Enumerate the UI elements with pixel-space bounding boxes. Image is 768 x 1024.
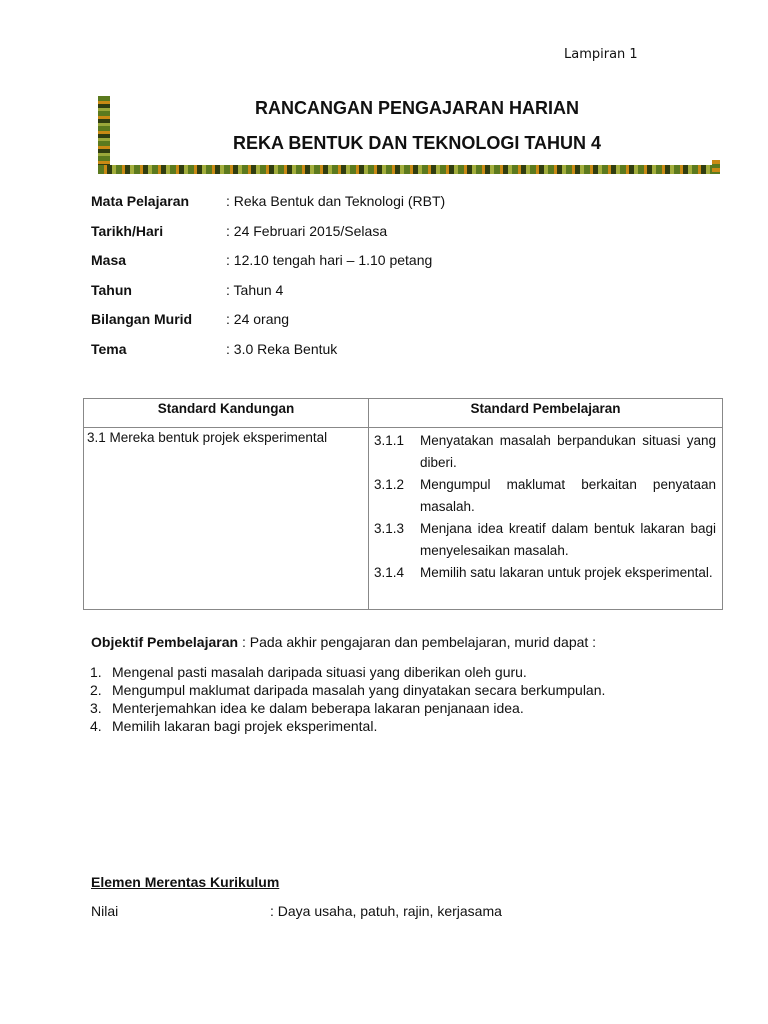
info-label-date: Tarikh/Hari [91, 223, 164, 239]
info-value-students: : 24 orang [226, 311, 290, 327]
list-item-number: 1. [90, 664, 102, 680]
list-item-text: Mengumpul maklumat daripada masalah yang dinyatakan secara berkumpulan. [112, 682, 606, 698]
learning-standard-item [374, 562, 716, 584]
info-label-subject: Mata Pelajaran [91, 193, 190, 209]
learning-standard-number: 3.1.1 [374, 433, 405, 448]
values-label: Nilai [91, 903, 119, 919]
list-item-number: 3. [90, 700, 102, 716]
learning-standard-text: Memilih satu lakaran untuk projek eksperimental. [420, 565, 713, 580]
learning-objective-text: : Pada akhir pengajaran dan pembelajaran, murid dapat : [238, 634, 597, 650]
learning-standard-number: 3.1.4 [374, 565, 405, 580]
info-value-subject: : Reka Bentuk dan Teknologi (RBT) [226, 193, 446, 209]
attachment-label: Lampiran 1 [564, 47, 638, 62]
info-label-year: Tahun [91, 282, 132, 298]
info-value-year: : Tahun 4 [226, 282, 284, 298]
list-item-text: Memilih lakaran bagi projek eksperimental. [112, 718, 378, 734]
objective-list [90, 663, 605, 735]
decorative-border-corner [712, 160, 720, 174]
table-header-learning-standard: Standard Pembelajaran [369, 399, 723, 428]
list-item-text: Mengenal pasti masalah daripada situasi yang diberikan oleh guru. [112, 664, 527, 680]
info-label-time: Masa [91, 252, 127, 268]
list-item-number: 2. [90, 682, 102, 698]
values-text: : Daya usaha, patuh, rajin, kerjasama [270, 903, 502, 919]
info-value-theme: : 3.0 Reka Bentuk [226, 341, 338, 357]
learning-standard-text: Mengumpul maklumat berkaitan penyataan masalah. [420, 477, 716, 514]
learning-objective-label: Objektif Pembelajaran [91, 634, 239, 650]
list-item [90, 681, 605, 699]
list-item [90, 717, 605, 735]
learning-standard-number: 3.1.2 [374, 477, 405, 492]
learning-standard-number: 3.1.3 [374, 521, 405, 536]
list-item-text: Menterjemahkan idea ke dalam beberapa lakaran penjanaan idea. [112, 700, 524, 716]
learning-standard-item [374, 430, 716, 474]
info-value-date: : 24 Februari 2015/Selasa [226, 223, 388, 239]
decorative-border-bottom [98, 165, 720, 174]
learning-standard-text: Menjana idea kreatif dalam bentuk lakaran bagi menyelesaikan masalah. [420, 521, 716, 558]
list-item [90, 699, 605, 717]
document-title: RANCANGAN PENGAJARAN HARIAN [254, 98, 579, 118]
info-label-students: Bilangan Murid [91, 311, 193, 327]
learning-standard-text: Menyatakan masalah berpandukan situasi yang diberi. [420, 433, 716, 470]
section-heading-emk: Elemen Merentas Kurikulum [91, 874, 280, 890]
list-item-number: 4. [90, 718, 102, 734]
info-value-time: : 12.10 tengah hari – 1.10 petang [226, 252, 433, 268]
document-subtitle: REKA BENTUK DAN TEKNOLOGI TAHUN 4 [233, 133, 601, 153]
table-header-content-standard: Standard Kandungan [84, 399, 369, 428]
learning-standard-cell [369, 428, 723, 610]
learning-objective-intro [91, 634, 596, 650]
info-label-theme: Tema [91, 341, 127, 357]
content-standard-cell: 3.1 Mereka bentuk projek eksperimental [84, 428, 369, 610]
learning-standard-item [374, 474, 716, 518]
standards-table [83, 398, 723, 610]
learning-standard-item [374, 518, 716, 562]
list-item [90, 663, 605, 681]
